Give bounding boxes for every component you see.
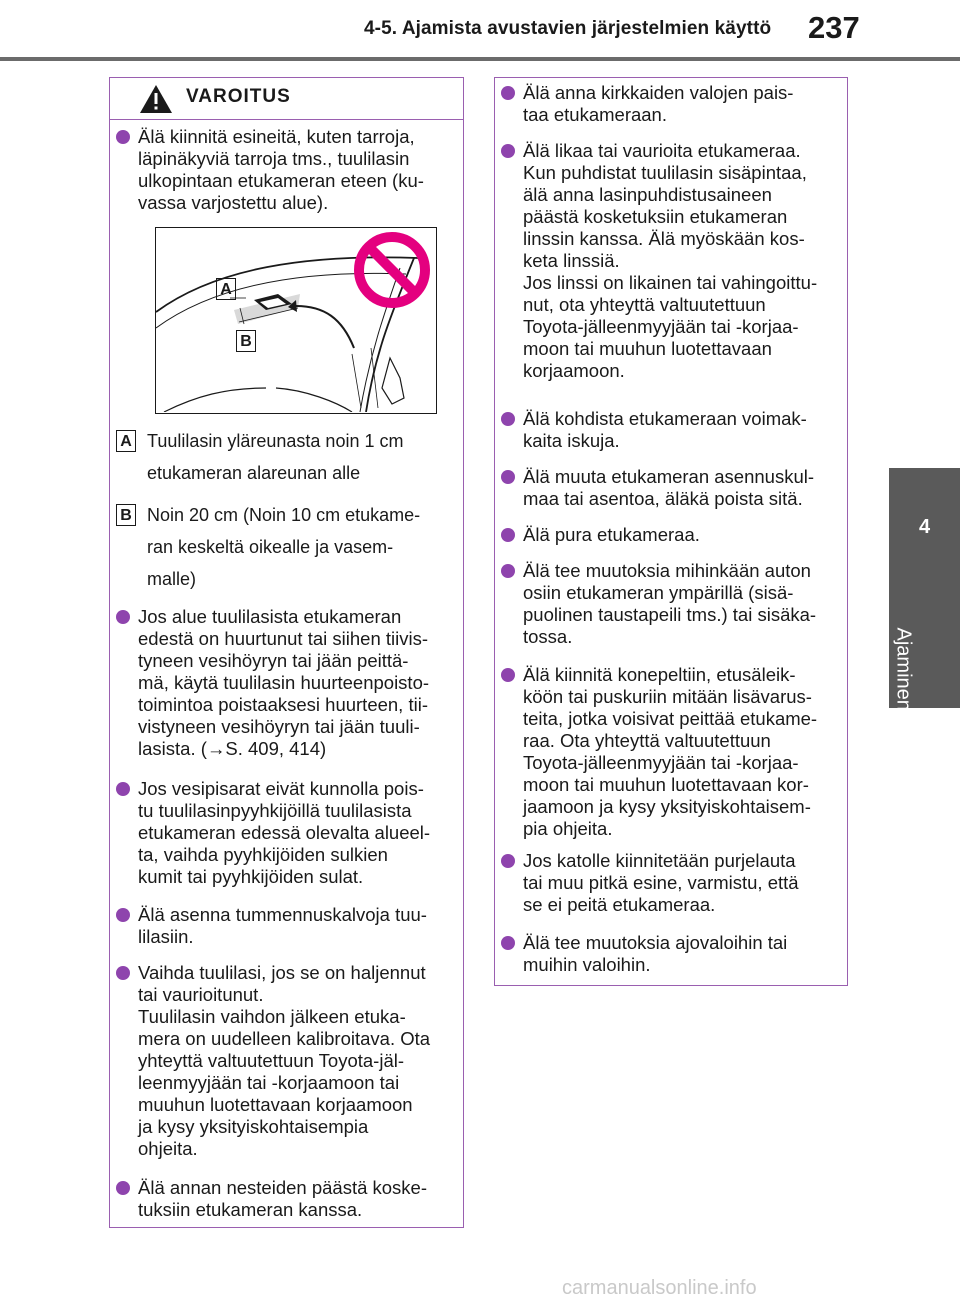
figure-label-b: B bbox=[236, 330, 256, 352]
bullet-icon bbox=[501, 86, 515, 100]
warning-panel-left bbox=[109, 77, 464, 1228]
header-rule bbox=[0, 57, 960, 61]
chapter-number: 4 bbox=[918, 516, 931, 538]
list-item-text: Älä kohdista etukameraan voimak- kaita iskuja. bbox=[523, 408, 807, 451]
page-number: 237 bbox=[808, 10, 860, 45]
list-item-text: Älä kiinnitä konepeltiin, etusäleik- köön tai puskuriin mitään lisävarus- teita, jotka voisivat peittää etukame- raa. Ota yhteyttä valtuutettuun Toyota-jälleenmyyjään tai -korjaa- moon tai muuhun luotettavaan kor- jaamoon ja kysy yksityiskohtaisem- pia ohjeita. bbox=[523, 664, 818, 839]
legend-text-a: Tuulilasin yläreunasta noin 1 cm etukameran alareunan alle bbox=[147, 431, 404, 483]
bullet-icon bbox=[116, 1181, 130, 1195]
bullet-icon bbox=[501, 528, 515, 542]
bullet-icon bbox=[501, 936, 515, 950]
list-item-text: Älä kiinnitä esineitä, kuten tarroja, läpinäkyviä tarroja tms., tuulilasin ulkopintaan etukameran eteen (ku- vassa varjostettu alue). bbox=[138, 126, 424, 213]
list-item-text: Älä tee muutoksia ajovaloihin tai muihin valoihin. bbox=[523, 932, 788, 975]
windshield-figure bbox=[155, 227, 437, 414]
warning-triangle-icon bbox=[138, 83, 174, 115]
warning-title: VAROITUS bbox=[186, 86, 291, 107]
bullet-icon bbox=[116, 610, 130, 624]
warning-panel-right bbox=[494, 77, 848, 986]
prohibited-icon bbox=[352, 230, 432, 310]
watermark: carmanualsonline.info bbox=[562, 1277, 757, 1299]
bullet-icon bbox=[501, 412, 515, 426]
legend-label-a: A bbox=[116, 430, 136, 452]
bullet-icon bbox=[501, 668, 515, 682]
bullet-icon bbox=[116, 130, 130, 144]
list-item-text: Älä anna kirkkaiden valojen pais- taa etukameraan. bbox=[523, 82, 794, 125]
figure-label-a: A bbox=[216, 278, 236, 300]
bullet-icon bbox=[501, 564, 515, 578]
bullet-icon bbox=[501, 854, 515, 868]
list-item-text: Älä pura etukameraa. bbox=[523, 524, 700, 545]
list-item-text: Älä tee muutoksia mihinkään auton osiin etukameran ympärillä (sisä- puolinen taustapeili tms.) tai sisäka- tossa. bbox=[523, 560, 817, 647]
warning-header bbox=[110, 78, 463, 120]
list-item-text: Älä likaa tai vaurioita etukameraa. Kun puhdistat tuulilasin sisäpintaa, älä anna lasinpuhdistusaineen päästä kosketuksiin etukameran linssin kanssa. Älä myöskään kos- keta linssiä. Jos linssi on likainen tai vahingoittu- nut, ota yhteyttä valtuutettuun Toyota-jälleenmyyjään tai -korjaa- moon tai muuhun luotettavaan korjaamoon. bbox=[523, 140, 818, 381]
bullet-icon bbox=[116, 908, 130, 922]
list-item-text: Älä asenna tummennuskalvoja tuu- lilasiin. bbox=[138, 904, 427, 947]
list-item-text: Vaihda tuulilasi, jos se on haljennut tai vaurioitunut. Tuulilasin vaihdon jälkeen etuka- mera on uudelleen kalibroitava. Ota yhteyttä valtuutettuun Toyota-jäl- leenmyyjään tai -korjaamoon tai muuhun luotettavaan korjaamoon ja kysy yksityiskohtaisempia ohjeita. bbox=[138, 962, 431, 1159]
section-title: 4-5. Ajamista avustavien järjestelmien käyttö bbox=[364, 18, 772, 39]
bullet-icon bbox=[501, 144, 515, 158]
list-item-text: Älä muuta etukameran asennuskul- maa tai asentoa, äläkä poista sitä. bbox=[523, 466, 815, 509]
list-item-text: Jos katolle kiinnitetään purjelauta tai muu pitkä esine, varmistu, että se ei peitä etukameraa. bbox=[523, 850, 799, 915]
legend-text-b: Noin 20 cm (Noin 10 cm etukame- ran keskeltä oikealle ja vasem- malle) bbox=[147, 505, 421, 589]
legend-label-b: B bbox=[116, 504, 136, 526]
bullet-icon bbox=[116, 782, 130, 796]
bullet-icon bbox=[501, 470, 515, 484]
list-item-text: Älä annan nesteiden päästä koske- tuksiin etukameran kanssa. bbox=[138, 1177, 428, 1220]
bullet-icon bbox=[116, 966, 130, 980]
chapter-label: Ajaminen bbox=[892, 627, 915, 711]
chapter-side-tab bbox=[889, 468, 960, 711]
list-item-text: Jos alue tuulilasista etukameran edestä on huurtunut tai siihen tiivis- tyneen vesihöyryn tai jään peittä- mä, käytä tuulilasin huurteenpoisto- toimintoa poistaaksesi huurteen, tii- vistyneen vesihöyryn tai jään tuuli- lasista. (→S. 409, 414) bbox=[138, 606, 430, 759]
list-item-text: Jos vesipisarat eivät kunnolla pois- tu tuulilasinpyyhkijöillä tuulilasista etukameran edessä olevalta alueel- ta, vaihda pyyhkijöiden sulkien kumit tai pyyhkijöiden sulat. bbox=[138, 778, 431, 887]
